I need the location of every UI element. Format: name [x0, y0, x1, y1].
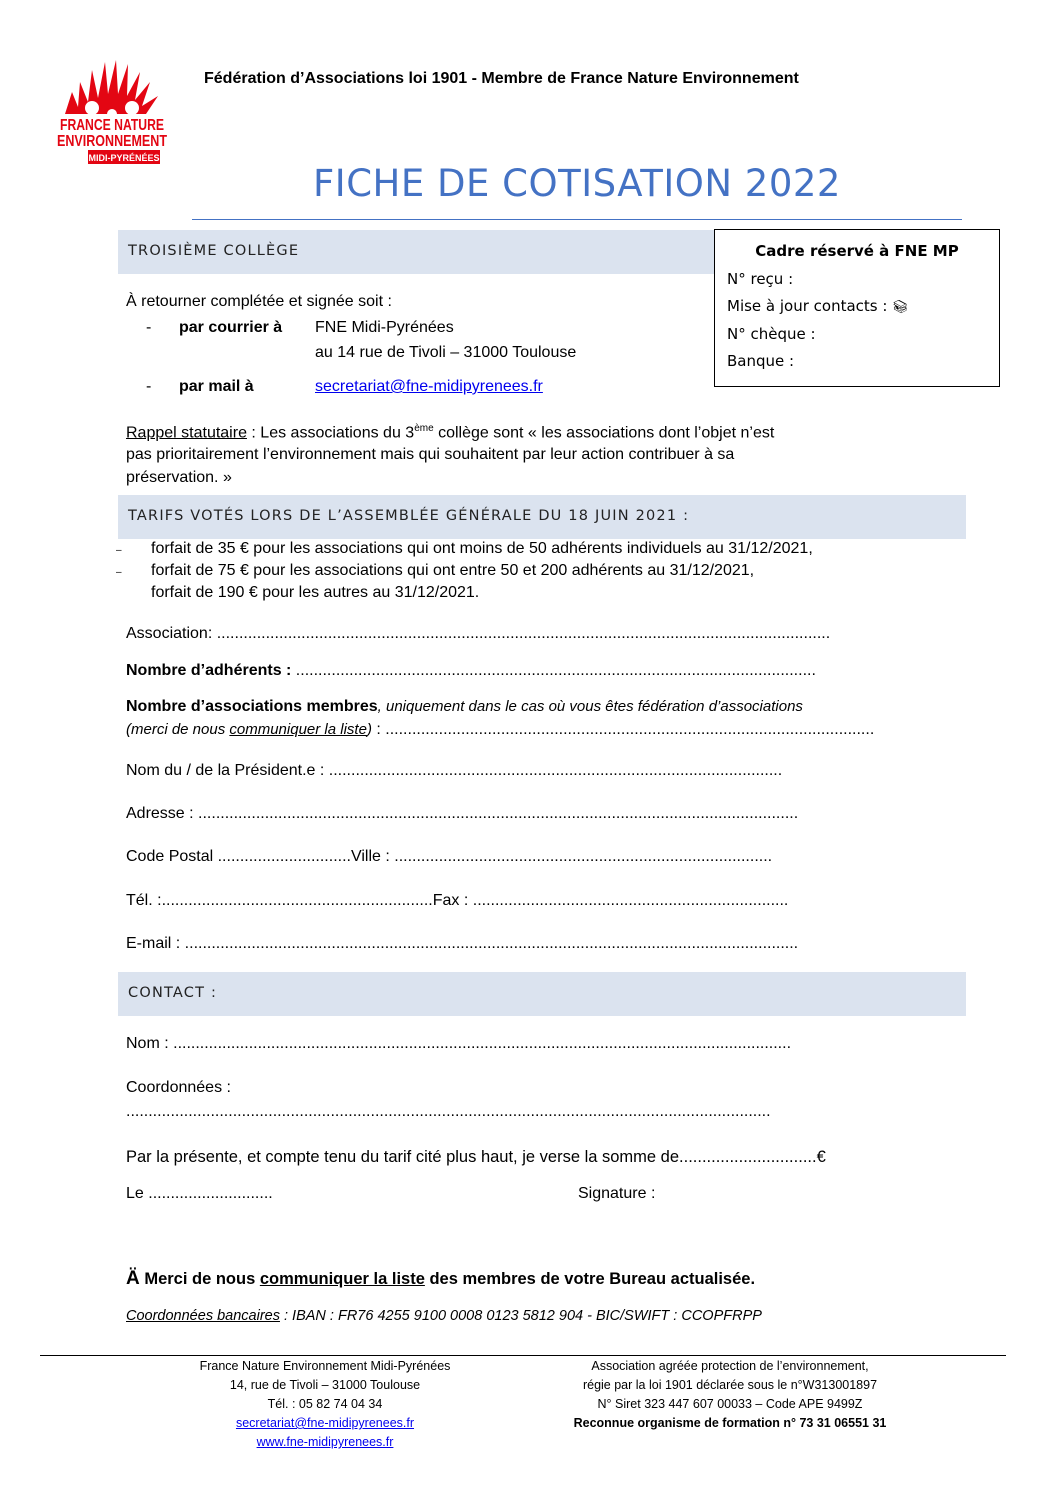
email-field[interactable]: E-mail : .......................................................................................................................................... — [126, 935, 799, 952]
hedgehog-logo-icon — [50, 52, 180, 172]
ville[interactable]: Ville : ..................................................................................... — [350, 848, 773, 865]
merci-line: Ä Merci de nous communiquer la liste des membres de votre Bureau actualisée. — [126, 1268, 756, 1289]
mail-label: par mail à — [179, 378, 254, 395]
bank-line: Coordonnées bancaires : IBAN : FR76 4255 9100 0008 0123 5812 904 - BIC/SWIFT : CCOPFRPP — [126, 1308, 762, 1324]
footer-left — [160, 1357, 490, 1452]
footer-website-link[interactable]: www.fne-midipyrenees.fr — [256, 1435, 394, 1449]
rappel-line3: préservation. » — [126, 469, 232, 486]
logo-line2: ENVIRONNEMENT — [57, 133, 168, 150]
tarif-item: forfait de 75 € pour les associations qui ont entre 50 et 200 adhérents au 31/12/2021, — [151, 562, 755, 579]
association-field[interactable]: Association: .......................................................................................................................................... — [126, 625, 831, 642]
bullet: - — [146, 319, 152, 336]
footer-divider — [40, 1355, 1006, 1356]
tarifs-band-label: TARIFS VOTÉS LORS DE L’ASSEMBLÉE GÉNÉRALE DU 18 JUIN 2021 : — [128, 508, 690, 524]
footer-agreement: Association agréée protection de l’environnement, — [591, 1359, 869, 1373]
nb-adherents-field[interactable]: Nombre d’adhérents : ..................................................................................................................... — [126, 662, 816, 679]
reserved-box — [714, 229, 1000, 387]
rappel-line2: pas prioritairement l’environnement mais qui souhaitent par leur action contribuer à sa — [126, 446, 735, 463]
books-icon: 📚︎ — [892, 300, 909, 315]
fne-logo — [50, 52, 180, 172]
return-intro: À retourner complétée et signée soit : — [126, 293, 392, 310]
tarifs-band — [118, 495, 966, 539]
footer-formation: Reconnue organisme de formation n° 73 31 06551 31 — [573, 1416, 887, 1430]
code-postal-ville-field[interactable] — [126, 848, 956, 866]
fax[interactable]: Fax : ....................................................................... — [432, 892, 789, 909]
nb-associations-field[interactable]: (merci de nous communiquer la liste) : .............................................................................................................. — [126, 721, 875, 738]
president-field[interactable]: Nom du / de la Président.e : ...................................................................................................... — [126, 762, 783, 779]
footer-phone: Tél. : 05 82 74 04 34 — [267, 1397, 383, 1411]
logo-line1: FRANCE NATURE — [60, 117, 164, 134]
tel[interactable]: Tél. :............................................................. — [126, 892, 433, 909]
footer-siret: N° Siret 323 447 607 00033 – Code APE 9499Z — [597, 1397, 863, 1411]
courrier-label: par courrier à — [179, 319, 283, 336]
rappel-line1: Rappel statutaire : Les associations du 3ème collège sont « les associations dont l’objet n’est — [126, 423, 775, 442]
bullet: - — [146, 378, 152, 395]
footer-email-link[interactable]: secretariat@fne-midipyrenees.fr — [235, 1416, 415, 1430]
merci-mark: Ä — [126, 1268, 140, 1289]
page-title: FICHE DE COTISATION 2022 — [313, 162, 841, 205]
courrier-dest: FNE Midi-Pyrénées — [315, 319, 454, 336]
reserved-box-title: Cadre réservé à FNE MP — [755, 242, 959, 260]
nb-associations-label: Nombre d’associations membres, uniquement dans le cas où vous êtes fédération d’associations — [126, 698, 803, 715]
reserved-cheque: N° chèque : — [727, 325, 816, 343]
date-field[interactable]: Le ............................ — [126, 1185, 273, 1202]
reserved-recu: N° reçu : — [727, 270, 794, 288]
contact-band — [118, 972, 966, 1016]
tarif-item: forfait de 35 € pour les associations qui ont moins de 50 adhérents individuels au 31/12/2021, — [151, 540, 813, 557]
footer-address: 14, rue de Tivoli – 31000 Toulouse — [229, 1378, 421, 1392]
tel-fax-field[interactable] — [126, 892, 956, 910]
code-postal[interactable]: Code Postal .............................. — [126, 848, 351, 865]
college-band-label: TROISIÈME COLLÈGE — [128, 243, 300, 259]
footer-org: France Nature Environnement Midi-Pyrénées — [199, 1359, 451, 1373]
signature-label: Signature : — [578, 1185, 656, 1202]
title-divider — [192, 219, 962, 220]
rappel-label: Rappel statutaire — [126, 424, 247, 442]
contact-band-label: CONTACT : — [128, 985, 218, 1001]
coordonnees-label: Coordonnées : — [126, 1079, 231, 1096]
tarif-item: forfait de 190 € pour les autres au 31/12/2021. — [151, 584, 480, 601]
reserved-banque: Banque : — [727, 352, 795, 370]
federation-header: Fédération d’Associations loi 1901 - Membre de France Nature Environnement — [204, 70, 799, 87]
tarif-bullet: – — [116, 567, 122, 578]
somme-field[interactable]: Par la présente, et compte tenu du tarif cité plus haut, je verse la somme de..............................€ — [126, 1148, 826, 1166]
tarif-bullet: – — [116, 545, 122, 556]
reserved-mise-a-jour: Mise à jour contacts : 📚︎ — [727, 297, 909, 315]
tarif-bullets — [116, 540, 122, 584]
logo-region: MIDI-PYRÉNÉES — [88, 153, 160, 163]
footer-registration: régie par la loi 1901 déclarée sous le n°W313001897 — [582, 1378, 878, 1392]
footer-right — [530, 1357, 930, 1433]
coordonnees-field[interactable]: ................................................................................................................................................. — [126, 1103, 771, 1120]
adresse-field[interactable]: Adresse : ....................................................................................................................................... — [126, 805, 799, 822]
mail-link[interactable]: secretariat@fne-midipyrenees.fr — [315, 378, 543, 395]
courrier-addr: au 14 rue de Tivoli – 31000 Toulouse — [315, 344, 577, 361]
contact-nom-field[interactable]: Nom : ........................................................................................................................................... — [126, 1035, 792, 1052]
